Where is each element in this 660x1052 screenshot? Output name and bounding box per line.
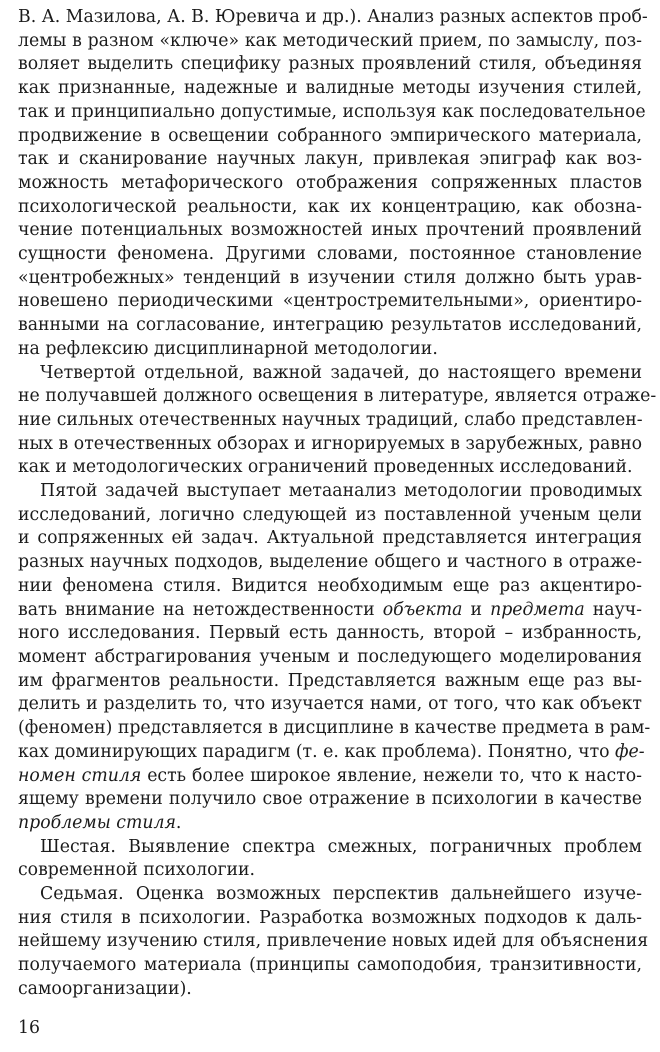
text-line: можность метафорического отображения сопряженных пластов bbox=[18, 172, 642, 193]
text-line: психологической реальности, как их концентрацию, как обозна- bbox=[18, 196, 642, 217]
text-line: не получавшей должного освещения в литературе, является отраже- bbox=[18, 386, 657, 407]
paragraph bbox=[18, 883, 649, 1002]
text-line: ного исследования. Первый есть данность, второй – избранность, bbox=[18, 623, 642, 644]
text-line: нии феномена стиля. Видится необходимым еще раз акцентиро- bbox=[18, 575, 642, 596]
text-line: так и сканирование научных лакун, привлекая эпиграф как воз- bbox=[18, 149, 642, 170]
text-line: чение потенциальных возможностей иных прочтений проявлений bbox=[18, 220, 642, 241]
text-line: сущности феномена. Другими словами, постоянное становление bbox=[18, 244, 642, 265]
text-line: получаемого материала (принципы самоподобия, транзитивности, bbox=[18, 955, 642, 976]
text-line: новешено периодическими «центростремительными», ориентиро- bbox=[18, 291, 642, 312]
text-line: делить и разделить то, что изучается нами, от того, что как объект bbox=[18, 694, 642, 715]
text-line: лемы в разном «ключе» как методический прием, по замыслу, поз- bbox=[18, 30, 642, 51]
text-line: проблемы стиля. bbox=[18, 812, 182, 833]
text-line: как и методологических ограничений проведенных исследований. bbox=[18, 457, 633, 478]
paragraph bbox=[18, 362, 657, 481]
text-line: ящему времени получило свое отражение в психологии в качестве bbox=[18, 789, 642, 810]
text-line: современной психологии. bbox=[18, 860, 256, 881]
text-line: «центробежных» тенденций в изучении стиля должно быть урав- bbox=[18, 267, 642, 288]
text-line: так и принципиально допустимые, используя как последовательное bbox=[18, 101, 646, 122]
text-line: воляет выделить специфику разных проявлений стиля, объединяя bbox=[18, 54, 642, 75]
text-line: Шестая. Выявление спектра смежных, пограничных проблем bbox=[40, 836, 642, 857]
text-line: В. А. Мазилова, А. В. Юревича и др.). Анализ разных аспектов проб- bbox=[18, 7, 648, 27]
text-line: вать внимание на нетождественности объекта и предмета науч- bbox=[18, 599, 642, 620]
text-line: исследований, логично следующей из поставленной ученым цели bbox=[18, 504, 642, 525]
text-line: номен стиля есть более широкое явление, нежели то, что к насто- bbox=[18, 765, 642, 786]
text-line: ния стиля в психологии. Разработка возможных подходов к даль- bbox=[18, 907, 642, 928]
paragraph bbox=[18, 6, 648, 362]
text-line: ных в отечественных обзорах и игнорируемых в зарубежных, равно bbox=[18, 433, 642, 454]
text-line: момент абстрагирования ученым и последующего моделирования bbox=[18, 646, 642, 667]
text-line: (феномен) представляется в дисциплине в качестве предмета в рам- bbox=[18, 718, 651, 739]
text-line: и сопряженных ей задач. Актуальной представляется интеграция bbox=[18, 528, 642, 549]
page-body-text bbox=[18, 6, 657, 1002]
paragraph bbox=[18, 836, 642, 883]
text-line: Седьмая. Оценка возможных перспектив дальнейшего изуче- bbox=[40, 884, 642, 905]
text-line: разных научных подходов, выделение общего и частного в отраже- bbox=[18, 552, 642, 573]
text-line: ванными на согласование, интеграцию результатов исследований, bbox=[18, 315, 642, 336]
text-line: ние сильных отечественных научных традиций, слабо представлен- bbox=[18, 409, 643, 430]
text-line: Пятой задачей выступает метаанализ методологии проводимых bbox=[40, 481, 642, 502]
text-line: самоорганизации). bbox=[18, 978, 192, 999]
page-number: 16 bbox=[18, 1018, 40, 1038]
text-line: как признанные, надежные и валидные методы изучения стилей, bbox=[18, 78, 642, 99]
text-line: Четвертой отдельной, важной задачей, до настоящего времени bbox=[40, 362, 642, 383]
text-line: продвижение в освещении собранного эмпирического материала, bbox=[18, 125, 642, 146]
text-line: на рефлексию дисциплинарной методологии. bbox=[18, 338, 438, 359]
text-line: им фрагментов реальности. Представляется важным еще раз вы- bbox=[18, 670, 642, 691]
paragraph bbox=[18, 480, 651, 836]
text-line: ках доминирующих парадигм (т. е. как проблема). Понятно, что фе- bbox=[18, 741, 645, 762]
text-line: нейшему изучению стиля, привлечение новых идей для объяснения bbox=[18, 931, 649, 952]
